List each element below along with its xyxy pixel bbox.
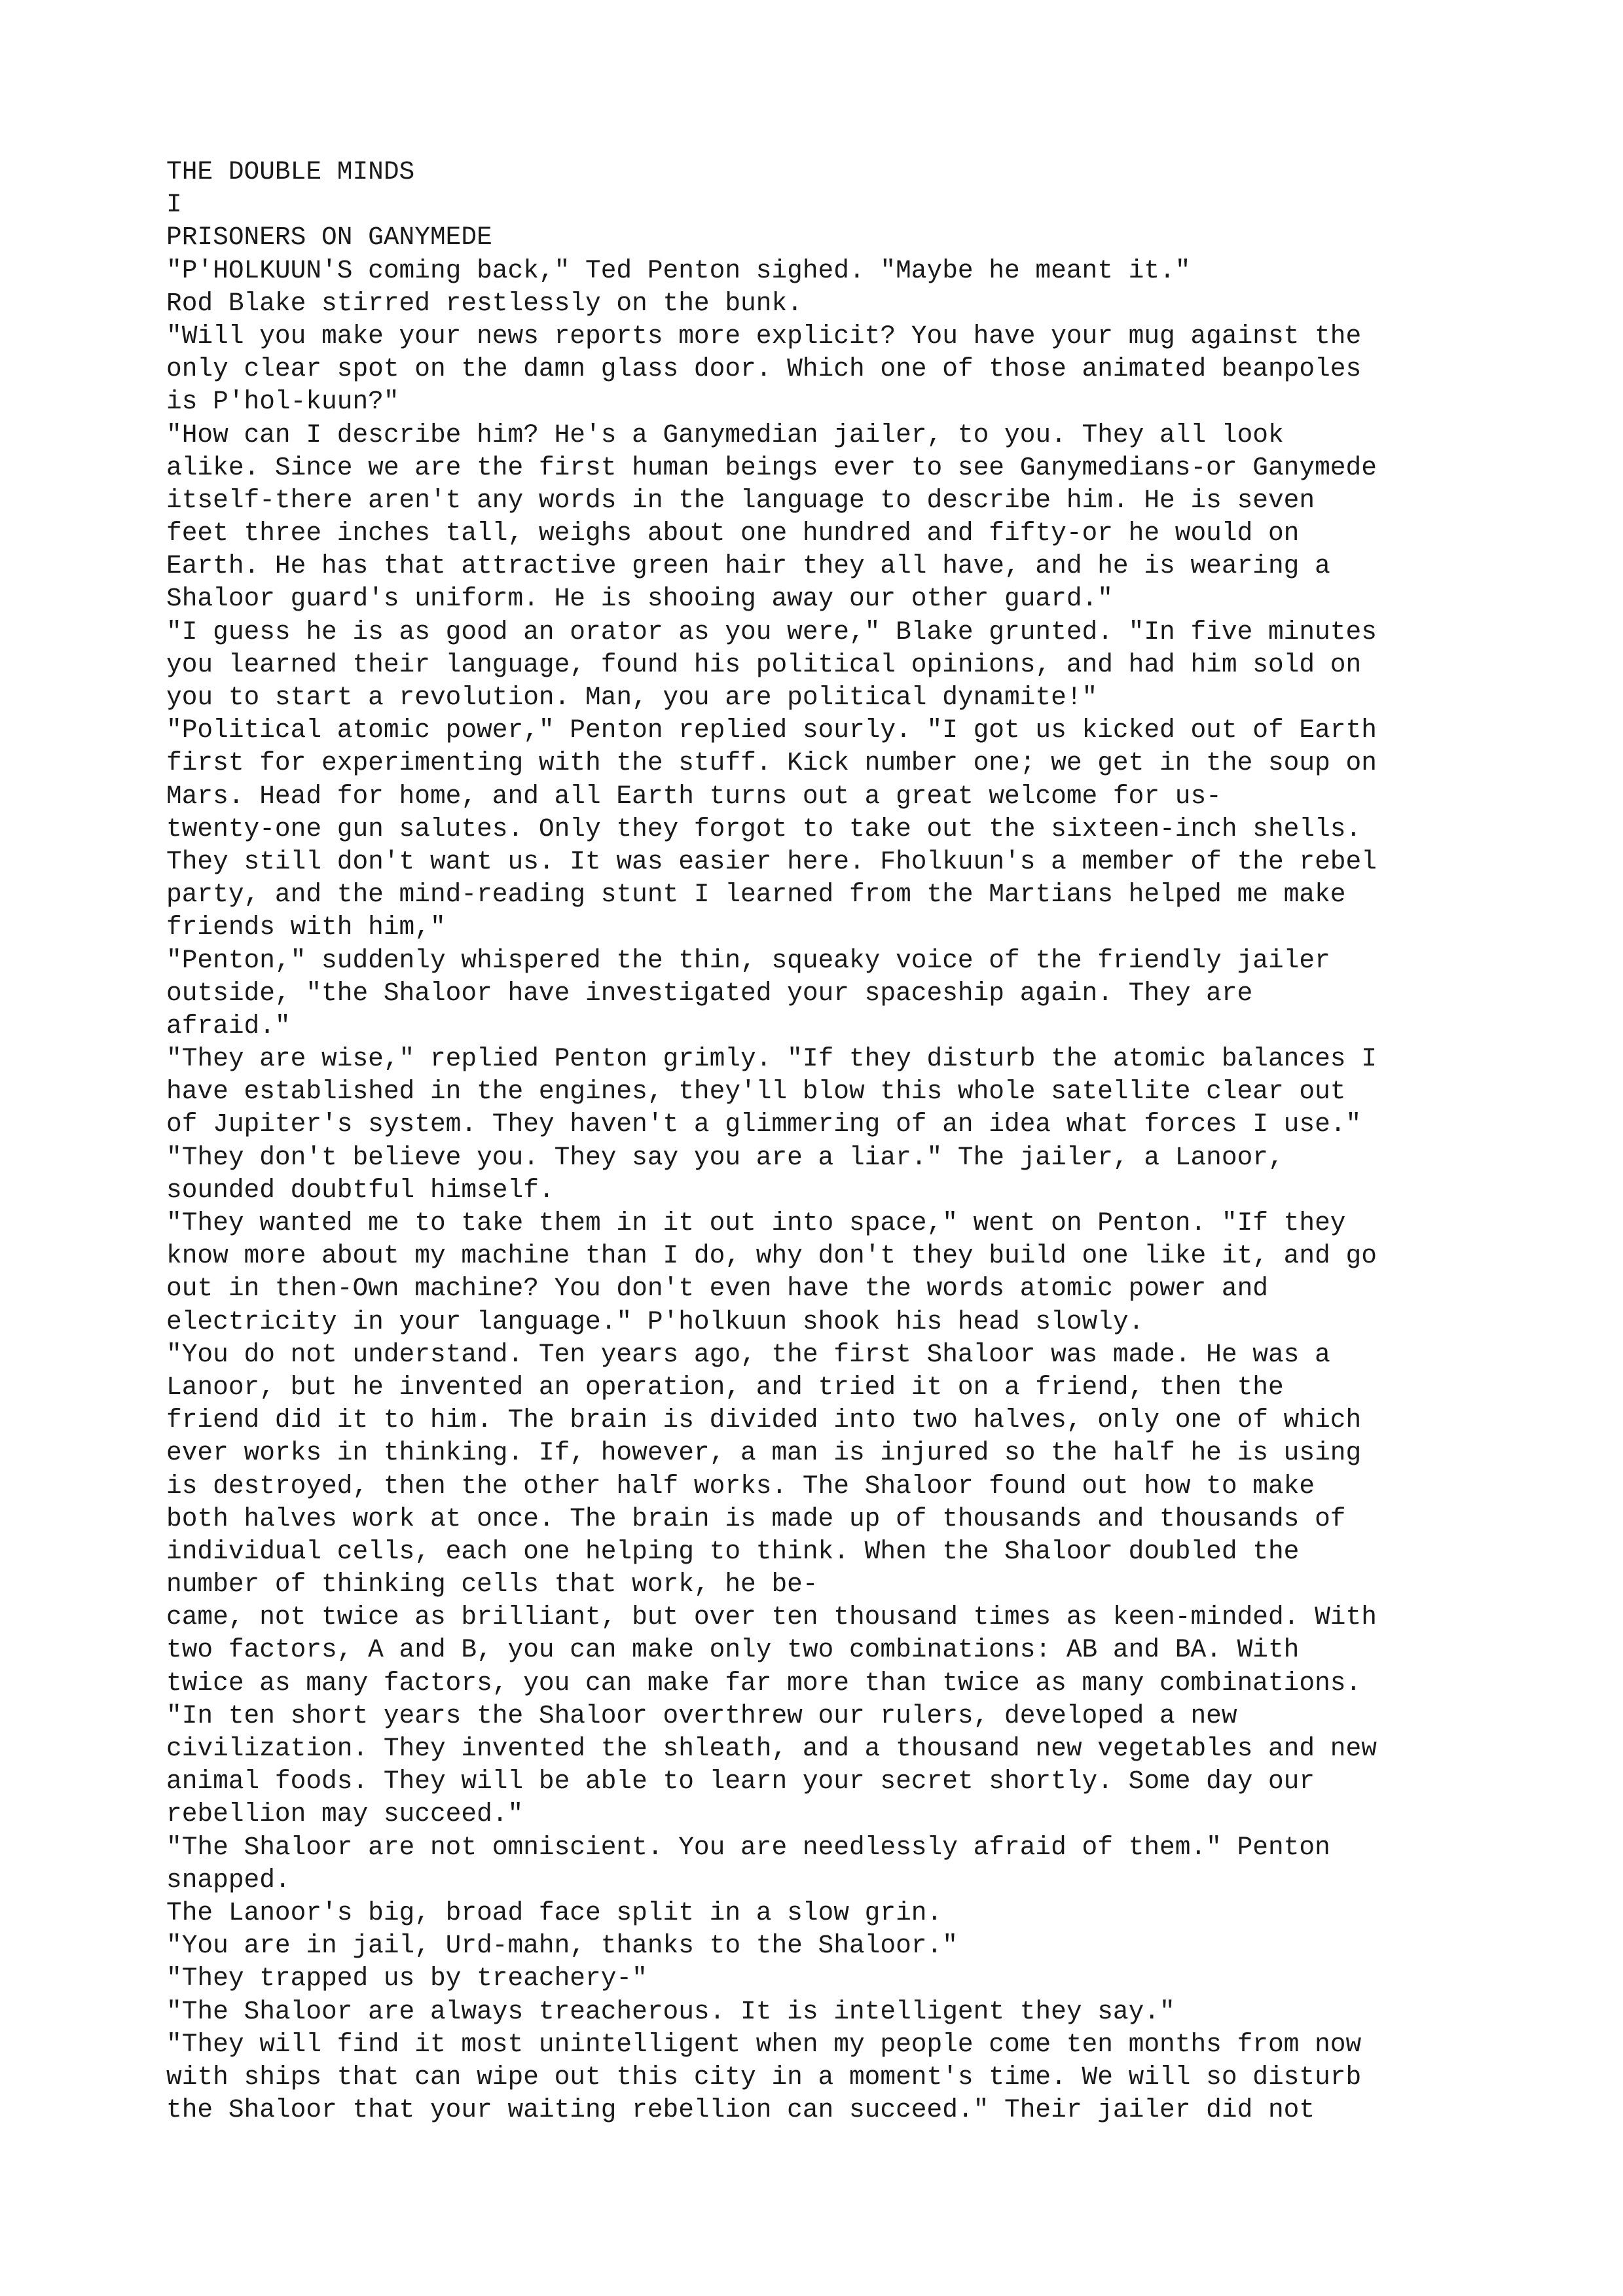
text-line: number of thinking cells that work, he be- — [166, 1570, 818, 1600]
text-line: itself-there aren't any words in the language to describe him. He is seven — [166, 485, 1315, 515]
text-line: came, not twice as brilliant, but over ten thousand times as keen-minded. With — [166, 1602, 1377, 1632]
text-line: friend did it to him. The brain is divided into two halves, only one of which — [166, 1405, 1362, 1435]
text-line: have established in the engines, they'll blow this whole satellite clear out — [166, 1077, 1346, 1107]
text-line: "Political atomic power," Penton replied sourly. "I got us kicked out of Earth — [166, 715, 1377, 745]
text-line: "They don't believe you. They say you are a liar." The jailer, a Lanoor, — [166, 1142, 1284, 1172]
text-line: friends with him," — [166, 912, 446, 942]
document-title: THE DOUBLE MINDS — [166, 157, 415, 187]
text-line: "You are in jail, Urd-mahn, thanks to the Shaloor." — [166, 1931, 958, 1961]
text-line: the Shaloor that your waiting rebellion can succeed." Their jailer did not — [166, 2095, 1315, 2125]
text-line: animal foods. They will be able to learn your secret shortly. Some day our — [166, 1767, 1315, 1797]
text-line: "I guess he is as good an orator as you were," Blake grunted. "In five minutes — [166, 617, 1377, 647]
text-line: out in then-Own machine? You don't even have the words atomic power and — [166, 1274, 1268, 1304]
text-line: is P'hol-kuun?" — [166, 387, 399, 417]
text-line: only clear spot on the damn glass door. Which one of those animated beanpoles — [166, 354, 1362, 384]
text-line: ever works in thinking. If, however, a man is injured so the half he is using — [166, 1438, 1362, 1468]
text-line: twice as many factors, you can make far more than twice as many combinations. — [166, 1668, 1362, 1698]
text-line: snapped. — [166, 1865, 291, 1895]
chapter-title: PRISONERS ON GANYMEDE — [166, 223, 492, 253]
text-line: Rod Blake stirred restlessly on the bunk. — [166, 288, 803, 318]
text-line: "The Shaloor are not omniscient. You are needlessly afraid of them." Penton — [166, 1832, 1330, 1862]
text-line: individual cells, each one helping to think. When the Shaloor doubled the — [166, 1536, 1300, 1566]
text-line: you learned their language, found his political opinions, and had him sold on — [166, 649, 1362, 679]
text-line: Mars. Head for home, and all Earth turns out a great welcome for us- — [166, 781, 1222, 811]
text-line: party, and the mind-reading stunt I learned from the Martians helped me make — [166, 880, 1346, 910]
text-line: civilization. They invented the shleath, and a thousand new vegetables and new — [166, 1734, 1377, 1763]
text-line: The Lanoor's big, broad face split in a slow grin. — [166, 1897, 943, 1928]
text-line: Earth. He has that attractive green hair they all have, and he is wearing a — [166, 551, 1330, 581]
text-line: electricity in your language." P'holkuun shook his head slowly. — [166, 1306, 1144, 1336]
text-line: alike. Since we are the first human beings ever to see Ganymedians-or Ganymede — [166, 452, 1377, 482]
text-line: "Will you make your news reports more explicit? You have your mug against the — [166, 321, 1362, 351]
document-text — [166, 156, 1528, 2126]
text-line: twenty-one gun salutes. Only they forgot to take out the sixteen-inch shells. — [166, 814, 1362, 844]
text-line: sounded doubtful himself. — [166, 1175, 555, 1205]
text-line: They still don't want us. It was easier here. Fholkuun's a member of the rebel — [166, 846, 1377, 876]
text-line: both halves work at once. The brain is made up of thousands and thousands of — [166, 1503, 1346, 1534]
text-line: "They will find it most unintelligent when my people come ten months from now — [166, 2029, 1362, 2059]
text-line: first for experimenting with the stuff. Kick number one; we get in the soup on — [166, 748, 1377, 778]
text-line: is destroyed, then the other half works. The Shaloor found out how to make — [166, 1471, 1315, 1501]
text-line: "They are wise," replied Penton grimly. "If they disturb the atomic balances I — [166, 1044, 1377, 1074]
text-line: "How can I describe him? He's a Ganymedian jailer, to you. They all look — [166, 420, 1284, 450]
text-line: "In ten short years the Shaloor overthrew our rulers, developed a new — [166, 1700, 1237, 1731]
text-line: "They trapped us by treachery-" — [166, 1964, 647, 1994]
text-line: "You do not understand. Ten years ago, the first Shaloor was made. He was a — [166, 1339, 1330, 1369]
text-line: you to start a revolution. Man, you are political dynamite!" — [166, 683, 1098, 712]
chapter-number: I — [166, 190, 182, 220]
text-line: Lanoor, but he invented an operation, and tried it on a friend, then the — [166, 1372, 1284, 1402]
text-line: "P'HOLKUUN'S coming back," Ted Penton sighed. "Maybe he meant it." — [166, 255, 1191, 285]
text-line: of Jupiter's system. They haven't a glimmering of an idea what forces I use." — [166, 1109, 1362, 1139]
text-line: two factors, A and B, you can make only two combinations: AB and BA. With — [166, 1635, 1300, 1665]
text-line: Shaloor guard's uniform. He is shooing away our other guard." — [166, 584, 1113, 614]
text-line: with ships that can wipe out this city in a moment's time. We will so disturb — [166, 2062, 1362, 2092]
text-line: "They wanted me to take them in it out into space," went on Penton. "If they — [166, 1208, 1346, 1238]
text-line: outside, "the Shaloor have investigated your spaceship again. They are — [166, 978, 1253, 1008]
text-line: rebellion may succeed." — [166, 1799, 524, 1829]
text-line: afraid." — [166, 1011, 291, 1041]
text-line: "The Shaloor are always treacherous. It is intelligent they say." — [166, 1996, 1175, 2026]
text-line: know more about my machine than I do, why don't they build one like it, and go — [166, 1241, 1377, 1271]
text-line: "Penton," suddenly whispered the thin, squeaky voice of the friendly jailer — [166, 945, 1330, 975]
text-line: feet three inches tall, weighs about one hundred and fifty-or he would on — [166, 518, 1300, 548]
